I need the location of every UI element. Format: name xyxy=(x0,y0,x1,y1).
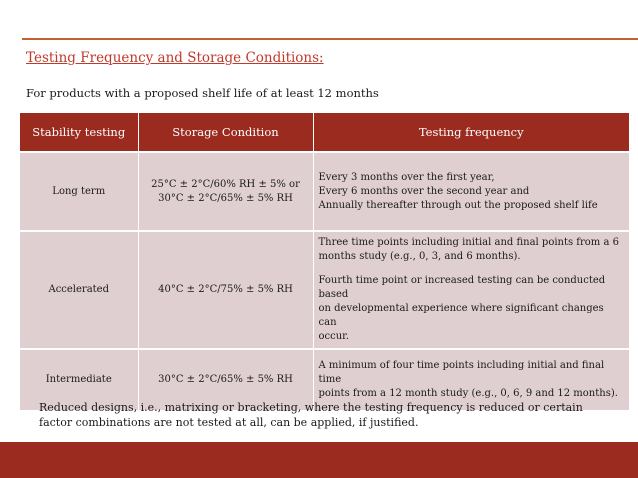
condition-line: 30°C ± 2°C/65% ± 5% RH xyxy=(158,374,293,385)
study-type-cell: Intermediate xyxy=(20,349,138,410)
table-row-accelerated xyxy=(20,231,629,349)
frequency-line: Every 6 months over the second year and xyxy=(318,185,530,197)
study-type-cell: Accelerated xyxy=(20,231,138,349)
frequency-cell xyxy=(313,231,629,349)
condition-line: 40°C ± 2°C/75% ± 5% RH xyxy=(158,284,293,295)
condition-cell xyxy=(138,152,313,231)
condition-line: 25°C ± 2°C/60% RH ± 5% or xyxy=(151,178,300,190)
condition-line: 30°C ± 2°C/65% ± 5% RH xyxy=(158,192,293,204)
frequency-line: Annually thereafter through out the proposed shelf life xyxy=(318,199,598,211)
frequency-line: months study (e.g., 0, 3, and 6 months). xyxy=(318,251,521,262)
frequency-line: points from a 12 month study (e.g., 0, 6, 9 and 12 months). xyxy=(318,388,618,399)
footnote: Reduced designs, i.e., matrixing or bracketing, where the testing frequency is reduced or certain factor combinations are not tested at all, can be applied, if justified. xyxy=(39,401,583,429)
study-type-cell: Long term xyxy=(20,152,138,231)
bottom-bar xyxy=(0,442,638,478)
frequency-cell xyxy=(313,152,629,231)
frequency-line: Every 3 months over the first year, xyxy=(318,171,495,183)
header-storage-condition: Storage Condition xyxy=(138,113,313,152)
frequency-line: Three time points including initial and final points from a 6 xyxy=(318,237,619,248)
frequency-line: on developmental experience where significant changes can xyxy=(318,303,604,328)
slide-subtitle: For products with a proposed shelf life of at least 12 months xyxy=(26,86,379,100)
header-stability-testing: Stability testing xyxy=(20,113,138,152)
stability-table xyxy=(20,113,629,410)
table-header-row xyxy=(20,113,629,152)
slide-title: Testing Frequency and Storage Conditions: xyxy=(26,50,324,66)
header-testing-frequency: Testing frequency xyxy=(313,113,629,152)
table-row-long-term xyxy=(20,152,629,231)
frequency-line: A minimum of four time points including initial and final time xyxy=(318,360,605,385)
frequency-line: occur. xyxy=(318,331,350,342)
condition-cell xyxy=(138,231,313,349)
top-divider xyxy=(22,38,638,40)
frequency-line: Fourth time point or increased testing can be conducted based xyxy=(318,275,606,300)
paragraph-gap xyxy=(319,264,624,274)
